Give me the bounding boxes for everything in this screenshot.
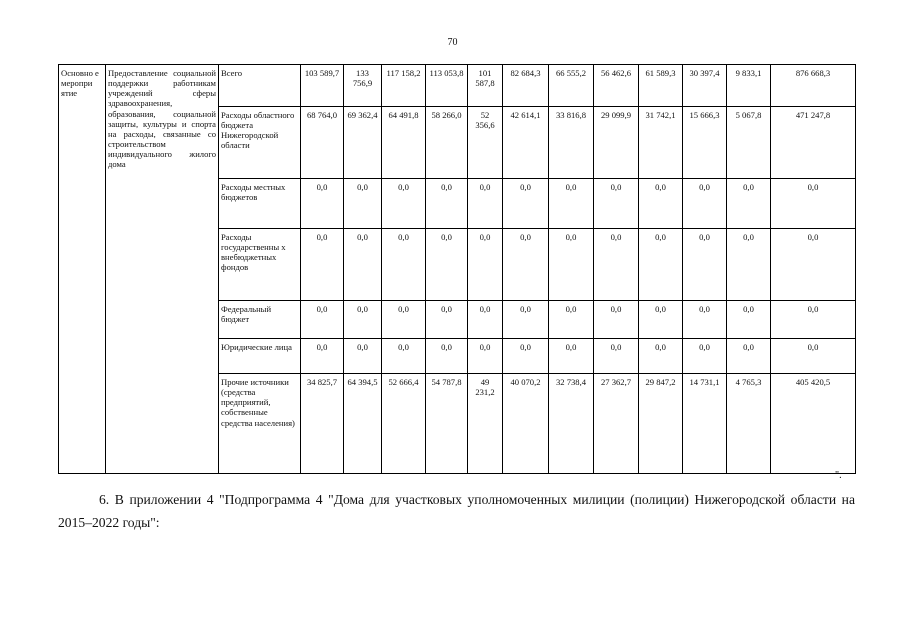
- value-cell: 0,0: [344, 301, 382, 339]
- value-cell: 0,0: [382, 301, 426, 339]
- value-cell: 49 231,2: [468, 374, 503, 474]
- value-cell: 58 266,0: [426, 107, 468, 179]
- value-cell: 0,0: [549, 179, 594, 229]
- value-cell: 0,0: [683, 229, 727, 301]
- value-cell: 0,0: [594, 179, 639, 229]
- total-cell: 0,0: [771, 179, 856, 229]
- value-cell: 32 738,4: [549, 374, 594, 474]
- value-cell: 0,0: [468, 301, 503, 339]
- row-label: Расходы государственны х внебюджетных фондов: [219, 229, 301, 301]
- value-cell: 0,0: [503, 179, 549, 229]
- value-cell: 52 356,6: [468, 107, 503, 179]
- total-cell: 0,0: [771, 339, 856, 374]
- value-cell: 0,0: [301, 179, 344, 229]
- value-cell: 4 765,3: [727, 374, 771, 474]
- value-cell: 15 666,3: [683, 107, 727, 179]
- value-cell: 5 067,8: [727, 107, 771, 179]
- value-cell: 29 099,9: [594, 107, 639, 179]
- value-cell: 33 816,8: [549, 107, 594, 179]
- value-cell: 0,0: [683, 179, 727, 229]
- value-cell: 133 756,9: [344, 65, 382, 107]
- paragraph-text: 6. В приложении 4 "Подпрограмма 4 "Дома для участковых уполномоченных милиции (полиции) Нижегородской области на 2015–2022 годы":: [58, 492, 855, 530]
- value-cell: 82 684,3: [503, 65, 549, 107]
- row-label: Расходы местных бюджетов: [219, 179, 301, 229]
- value-cell: 0,0: [727, 179, 771, 229]
- row-label: Всего: [219, 65, 301, 107]
- value-cell: 0,0: [503, 229, 549, 301]
- value-cell: 0,0: [594, 339, 639, 374]
- value-cell: 52 666,4: [382, 374, 426, 474]
- value-cell: 9 833,1: [727, 65, 771, 107]
- value-cell: 64 394,5: [344, 374, 382, 474]
- value-cell: 0,0: [549, 301, 594, 339]
- row-label: Федеральный бюджет: [219, 301, 301, 339]
- value-cell: 40 070,2: [503, 374, 549, 474]
- value-cell: 0,0: [301, 229, 344, 301]
- value-cell: 0,0: [426, 301, 468, 339]
- total-cell: 405 420,5: [771, 374, 856, 474]
- value-cell: 0,0: [683, 301, 727, 339]
- value-cell: 0,0: [426, 179, 468, 229]
- category-cell: Основно е меропри ятие: [59, 65, 106, 474]
- value-cell: 0,0: [468, 179, 503, 229]
- row-label: Прочие источники (средства предприятий, собственные средства населения): [219, 374, 301, 474]
- value-cell: 68 764,0: [301, 107, 344, 179]
- value-cell: 117 158,2: [382, 65, 426, 107]
- value-cell: 29 847,2: [639, 374, 683, 474]
- value-cell: 30 397,4: [683, 65, 727, 107]
- page-number: 70: [447, 37, 458, 48]
- value-cell: 56 462,6: [594, 65, 639, 107]
- value-cell: 0,0: [344, 179, 382, 229]
- description-cell: Предоставление социальной поддержки работникам учреждений сферы здравоохранения, образования, социальной защиты, культуры и спорта на расходы, связанные со строительством индивидуального жилого дома: [106, 65, 219, 474]
- value-cell: 0,0: [639, 339, 683, 374]
- value-cell: 0,0: [639, 301, 683, 339]
- value-cell: 113 053,8: [426, 65, 468, 107]
- value-cell: 103 589,7: [301, 65, 344, 107]
- value-cell: 0,0: [594, 229, 639, 301]
- total-cell: 876 668,3: [771, 65, 856, 107]
- value-cell: 0,0: [639, 179, 683, 229]
- value-cell: 0,0: [503, 301, 549, 339]
- value-cell: 101 587,8: [468, 65, 503, 107]
- value-cell: 0,0: [503, 339, 549, 374]
- value-cell: 69 362,4: [344, 107, 382, 179]
- total-cell: 0,0: [771, 229, 856, 301]
- row-label: Юридические лица: [219, 339, 301, 374]
- value-cell: 0,0: [727, 301, 771, 339]
- value-cell: 0,0: [468, 339, 503, 374]
- value-cell: 14 731,1: [683, 374, 727, 474]
- value-cell: 0,0: [594, 301, 639, 339]
- value-cell: 0,0: [549, 229, 594, 301]
- value-cell: 0,0: [683, 339, 727, 374]
- row-label: Расходы областного бюджета Нижегородской области: [219, 107, 301, 179]
- value-cell: 0,0: [639, 229, 683, 301]
- value-cell: 34 825,7: [301, 374, 344, 474]
- value-cell: 0,0: [426, 339, 468, 374]
- value-cell: 0,0: [344, 339, 382, 374]
- value-cell: 64 491,8: [382, 107, 426, 179]
- closing-quote: ".: [835, 470, 842, 481]
- value-cell: 0,0: [301, 301, 344, 339]
- total-cell: 471 247,8: [771, 107, 856, 179]
- value-cell: 0,0: [727, 229, 771, 301]
- value-cell: 31 742,1: [639, 107, 683, 179]
- value-cell: 0,0: [382, 179, 426, 229]
- budget-table: [58, 64, 856, 474]
- value-cell: 0,0: [344, 229, 382, 301]
- value-cell: 0,0: [382, 339, 426, 374]
- value-cell: 0,0: [301, 339, 344, 374]
- value-cell: 0,0: [727, 339, 771, 374]
- total-cell: 0,0: [771, 301, 856, 339]
- table-row: [59, 65, 856, 107]
- value-cell: 0,0: [426, 229, 468, 301]
- value-cell: 0,0: [468, 229, 503, 301]
- value-cell: 0,0: [549, 339, 594, 374]
- value-cell: 42 614,1: [503, 107, 549, 179]
- value-cell: 27 362,7: [594, 374, 639, 474]
- value-cell: 66 555,2: [549, 65, 594, 107]
- value-cell: 0,0: [382, 229, 426, 301]
- value-cell: 54 787,8: [426, 374, 468, 474]
- value-cell: 61 589,3: [639, 65, 683, 107]
